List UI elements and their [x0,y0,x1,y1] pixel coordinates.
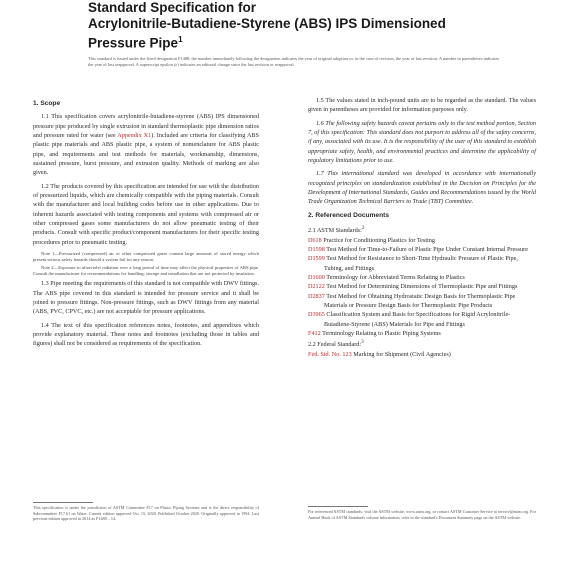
reference-item [308,254,536,273]
title-footnote-marker: 1 [178,35,183,44]
title-line-3-text: Pressure Pipe [88,35,179,51]
footnote-rule [308,506,368,507]
astm-footnote-marker: 2 [361,225,365,232]
left-column [33,96,259,353]
reference-title: Marking for Shipment (Civil Agencies) [353,350,451,358]
note-1: Note 1—Pressurized (compressed) air or other compressed gases contain large amounts of stored energy which present serious safety hazards should a system fail for any reason. [33,251,259,263]
appendix-x1-link[interactable]: Appendix X1 [117,132,152,140]
reference-code-link[interactable]: D2837 [308,292,325,300]
reference-item [308,292,536,311]
title-line-2: Acrylonitrile-Butadiene-Styrene (ABS) IPS Dimensioned [88,16,446,31]
reference-code-link[interactable]: D1599 [308,255,325,263]
reference-item [308,310,536,329]
astm-standards-label-text: 2.1 ASTM Standards: [308,227,362,235]
reference-code-link[interactable]: Fed. Std. No. 123 [308,350,352,358]
paragraph-1-2: 1.2 The products covered by this specification are intended for use with the distribution of pressurized liquids, which are chemically compatible with the piping materials. Consult with the manufacturer and local building codes before use in other applications. Due to inherent hazards associated with testing components and systems with compressed air or other compressed gases some manufacturers do not allow pneumatic testing of their products. Consult with specific product/component manufacturers for their specific testing procedures prior to pneumatic testing. [33,182,259,246]
section-heading-referenced-documents: 2. Referenced Documents [308,211,389,219]
footnote-rule [33,502,93,503]
reference-item [308,236,536,245]
paragraph-1-5: 1.5 The values stated in inch-pound units are to be regarded as the standard. The values given in parentheses are provided for information purposes only. [308,97,536,114]
reference-title: Test Method for Time-to-Failure of Plastic Pipe Under Constant Internal Pressure [326,245,528,253]
reference-code-link[interactable]: D1598 [308,245,325,253]
paragraph-1-1 [33,112,259,177]
federal-standard-label [308,338,536,349]
reference-title: Terminology for Abbreviated Terms Relating to Plastics [326,273,465,281]
paragraph-1-7: 1.7 This international standard was developed in accordance with internationally recognized principles on standardization established in the Decision on Principles for the Development of International Standards, Guides and Recommendations issued by the World Trade Organization Technical Barriers to Trade (TBT) Committee. [308,170,536,206]
reference-title: Test Method for Determining Dimensions of Thermoplastic Pipe and Fittings [326,283,518,291]
reference-list [308,236,536,339]
right-column [308,96,536,359]
title-line-1: Standard Specification for [88,0,257,15]
footnote-left [33,502,259,522]
reference-title: Classification System and Basis for Specifications for Rigid Acrylonitrile-Butadiene-Styrene (ABS) Materials for Pipe and Fittings [324,311,511,328]
section-heading-scope: 1. Scope [33,100,61,107]
reference-title: Test Method for Obtaining Hydrostatic Design Basis for Thermoplastic Pipe Materials or Pressure Design Basis for Thermoplastic Pipe Products [324,292,516,309]
reference-code-link[interactable]: D618 [308,236,322,244]
title-line-3 [88,32,508,52]
footnote-right [308,506,536,520]
reference-code-link[interactable]: D2122 [308,283,325,291]
reference-item [308,350,536,359]
reference-item [308,273,536,282]
paragraph-1-6: 1.6 The following safety hazards caveat pertains only to the test method portion, Section 7, of this specification: This standard does not purport to address all of the safety concerns, if any, associated with its use. It is the responsibility of the user of this standard to establish appropriate safety, health, and environmental practices and determine the applicability of regulatory limitations prior to use. [308,119,536,165]
document-title [88,0,508,52]
reference-code-link[interactable]: F412 [308,329,321,337]
federal-footnote-marker: 3 [361,339,364,346]
paragraph-1-1-end: ). Included are criteria for classifying ABS plastic pipe materials and ABS plastic pipe, a system of nomenclature for ABS plastic pipe, and requirements and test methods for materials, workmanship, dimensions, sustained pressure, burst pressure, and extrusion quality. Methods of marking are also given. [33,132,259,177]
astm-standards-label [308,224,536,235]
reference-code-link[interactable]: D1600 [308,273,325,281]
paragraph-1-1-start: 1.1 This specification covers acrylonitrile-butadiene-styrene (ABS) IPS dimensioned pressure pipe produced by single extrusion in standard thermoplastic pipe dimension ratios and pressure rated for water (see [33,113,259,140]
footnote-1-text: This specification is under the jurisdiction of ASTM Committee F17 on Plastic Piping Systems and is the direct responsibility of Subcommittee F17.61 on Water. Current edition approved Oct. 15, 2020. Published October 2020. Originally approved in 1994. Last previous edition approved in 2014 as F1488 – 14. [33,505,259,522]
federal-standard-label-text: 2.2 Federal Standard: [308,341,362,349]
reference-code-link[interactable]: D3965 [308,311,325,319]
paragraph-1-3: 1.3 Pipe meeting the requirements of this standard is not compatible with DWV fittings. The ABS pipe covered in this standard is intended for pressure service and it shall be joined to pressure fittings. Non-pressure fittings, such as DWV fittings from any material (ABS, PVC, CPVC, etc.) are not acceptable for pressure applications. [33,280,259,316]
note-2: Note 2—Exposure to ultraviolet radiation over a long period of time may affect the physical properties of ABS pipe. Consult the manufacturer for recommendations for handling, storage and installation that are not protected by insulation. [33,265,259,277]
reference-title: Test Method for Resistance to Short-Time Hydraulic Pressure of Plastic Pipe, Tubing, and Fittings [324,255,518,272]
reference-item [308,245,536,254]
reference-title: Terminology Relating to Plastic Piping Systems [322,329,441,337]
reference-title: Practice for Conditioning Plastics for Testing [323,236,435,244]
paragraph-1-4: 1.4 The text of this specification references notes, footnotes, and appendixes which provide explanatory material. These notes and footnotes (excluding those in tables and figures) shall not be considered as requirements of the specification. [33,321,259,348]
reference-item [308,329,536,338]
footnote-2-text: For referenced ASTM standards, visit the ASTM website, www.astm.org, or contact ASTM Customer Service at service@astm.org. For Annual Book of ASTM Standards volume information, refer to the standard's Document Summary page on the ASTM website. [308,509,536,520]
designation-preface: This standard is issued under the fixed designation F1488; the number immediately following the designation indicates the year of original adoption or, in the case of revision, the year of last revision. A number in parentheses indicates the year of last reapproval. A superscript epsilon (ε) indicates an editorial change since the last revision or reapproval. [88,56,500,67]
reference-item [308,282,536,291]
